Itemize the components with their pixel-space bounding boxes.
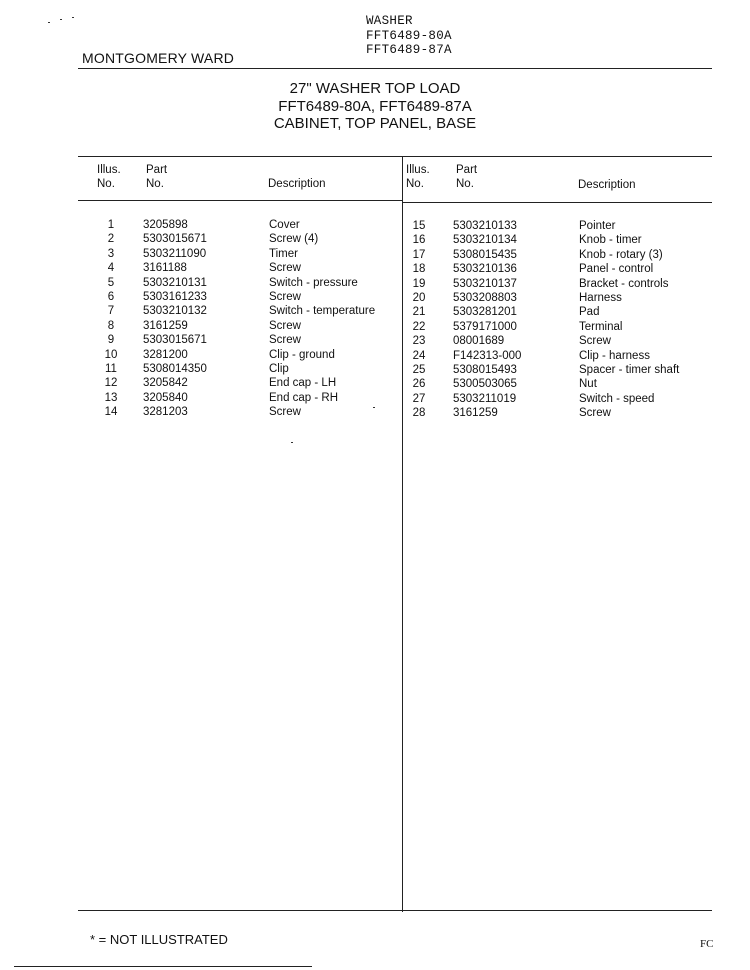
part-description: Pad: [579, 306, 600, 319]
model-line-2: FFT6489-87A: [366, 43, 452, 57]
part-description: Harness: [579, 292, 622, 304]
illus-number: 22: [412, 320, 426, 333]
part-number: 5303210131: [143, 276, 207, 289]
part-number: 3205840: [143, 391, 188, 404]
part-number: 5303210132: [143, 305, 207, 318]
bottom-edge-rule: [14, 966, 312, 967]
table-row: [403, 248, 733, 262]
part-number: 5303210134: [453, 234, 517, 247]
table-header-rule-left: [78, 200, 403, 201]
table-row: [403, 349, 733, 363]
table-row: [403, 377, 733, 391]
illus-number: 1: [107, 219, 115, 231]
part-description: End cap - LH: [269, 377, 337, 390]
scan-speck: [373, 407, 375, 408]
part-description: Screw: [269, 291, 301, 303]
part-number: 5303211090: [143, 247, 207, 260]
table-row: [0, 333, 402, 347]
part-description: Switch - speed: [579, 392, 655, 405]
model-line-1: FFT6489-80A: [366, 28, 452, 43]
illus-number: 7: [107, 305, 115, 318]
table-header-rule-right: [403, 202, 712, 203]
table-row: [0, 348, 402, 362]
part-number: 5303015671: [143, 334, 207, 347]
illus-number: 8: [107, 319, 115, 332]
part-description: Cover: [269, 219, 300, 231]
table-row: [0, 290, 402, 304]
illus-number: 20: [412, 292, 426, 304]
part-number: 5303161233: [143, 291, 207, 303]
model-header: [366, 14, 452, 58]
part-description: Screw: [269, 334, 301, 347]
table-row: [403, 277, 733, 291]
illus-number: 2: [107, 233, 115, 246]
header-illus-left: Illus. No.: [97, 164, 121, 190]
part-description: Knob - rotary (3): [579, 248, 663, 261]
part-description: Screw: [269, 319, 301, 332]
part-description: Nut: [579, 378, 597, 391]
parts-list-right: [403, 219, 733, 439]
part-description: Terminal: [579, 320, 623, 333]
part-description: Screw: [269, 262, 301, 275]
header-part-right: Part No.: [456, 164, 478, 190]
illus-number: 11: [105, 363, 117, 375]
not-illustrated-note: * = NOT ILLUSTRATED: [90, 932, 228, 947]
illus-number: 13: [104, 391, 118, 404]
table-row: [0, 232, 402, 246]
part-description: Knob - timer: [579, 234, 642, 247]
table-top-rule: [78, 156, 712, 157]
corner-mark: FC: [700, 938, 714, 950]
part-description: Switch - pressure: [269, 276, 358, 289]
part-description: Timer: [269, 247, 298, 260]
table-row: [0, 405, 402, 419]
title-line-2: FFT6489-80A, FFT6489-87A: [278, 97, 472, 115]
part-description: Screw: [579, 335, 611, 348]
part-description: Clip - ground: [269, 348, 335, 361]
part-number: 5308015435: [453, 248, 517, 261]
scan-speck: [291, 442, 293, 443]
table-row: [0, 218, 402, 232]
table-row: [403, 291, 733, 305]
table-row: [0, 261, 402, 275]
part-description: Pointer: [579, 220, 616, 232]
part-number: 5379171000: [453, 320, 517, 333]
illus-number: 4: [107, 262, 115, 275]
table-row: [0, 362, 402, 376]
part-number: F142313-000: [453, 349, 522, 362]
part-description: Switch - temperature: [269, 305, 376, 318]
header-description-left: Description: [268, 178, 326, 190]
part-number: 5303210137: [453, 277, 517, 290]
illus-number: 23: [412, 335, 426, 348]
illus-number: 10: [104, 348, 118, 361]
part-description: Clip: [269, 363, 289, 375]
table-row: [403, 406, 733, 420]
part-number: 5303210133: [453, 220, 517, 232]
table-row: [403, 363, 733, 377]
part-number: 3161188: [143, 262, 187, 275]
illus-number: 21: [412, 306, 426, 319]
part-number: 3161259: [143, 319, 188, 332]
part-number: 5303281201: [453, 306, 517, 319]
illus-number: 14: [104, 406, 118, 419]
illus-number: 26: [412, 378, 426, 391]
page-title: [0, 80, 750, 133]
part-description: Bracket - controls: [579, 277, 669, 290]
scan-speck: [60, 19, 62, 20]
parts-list-left: [0, 218, 402, 438]
part-number: 3281203: [143, 406, 188, 419]
table-row: [0, 276, 402, 290]
illus-number: 17: [412, 248, 426, 261]
table-row: [403, 219, 733, 233]
illus-number: 28: [412, 407, 426, 420]
part-number: 5308014350: [143, 363, 207, 375]
scan-speck: [72, 17, 74, 18]
illus-number: 24: [412, 349, 426, 362]
header-rule: [78, 68, 712, 69]
scan-speck: [48, 22, 50, 23]
part-description: Clip - harness: [579, 349, 650, 362]
part-number: 3281200: [143, 348, 188, 361]
part-description: Screw (4): [269, 233, 319, 246]
table-row: [403, 334, 733, 348]
part-description: Screw: [269, 406, 301, 419]
table-row: [403, 233, 733, 247]
illus-number: 25: [412, 364, 426, 376]
part-number: 5303208803: [453, 292, 517, 304]
illus-number: 27: [412, 392, 426, 405]
table-row: [0, 391, 402, 405]
part-number: 3205842: [143, 377, 188, 390]
illus-number: 6: [107, 291, 115, 303]
table-row: [403, 262, 733, 276]
header-illus-right: Illus. No.: [406, 164, 430, 190]
part-number: 5308015493: [453, 364, 517, 376]
model-line-type: WASHER: [366, 14, 413, 28]
table-row: [0, 304, 402, 318]
header-description-right: Description: [578, 179, 636, 191]
illus-number: 15: [412, 220, 426, 232]
part-number: 5303210136: [453, 263, 517, 276]
part-number: 5300503065: [453, 378, 517, 391]
part-description: Spacer - timer shaft: [579, 364, 680, 376]
table-row: [403, 392, 733, 406]
table-row: [0, 247, 402, 261]
part-number: 3161259: [453, 407, 498, 420]
illus-number: 3: [107, 247, 115, 260]
illus-number: 18: [412, 263, 426, 276]
illus-number: 19: [412, 277, 426, 290]
illus-number: 12: [104, 377, 118, 390]
part-number: 08001689: [453, 335, 505, 348]
table-row: [403, 305, 733, 319]
header-part-left: Part No.: [146, 164, 168, 190]
part-description: Panel - control: [579, 263, 654, 276]
table-bottom-rule: [78, 910, 712, 911]
table-row: [0, 319, 402, 333]
part-number: 5303015671: [143, 233, 207, 246]
table-row: [403, 320, 733, 334]
table-row: [0, 376, 402, 390]
part-description: End cap - RH: [269, 391, 339, 404]
illus-number: 16: [412, 234, 426, 247]
title-line-1: 27" WASHER TOP LOAD: [289, 80, 461, 97]
part-number: 3205898: [143, 219, 188, 231]
part-description: Screw: [579, 407, 611, 420]
illus-number: 5: [107, 276, 115, 289]
part-number: 5303211019: [453, 392, 517, 405]
title-line-3: CABINET, TOP PANEL, BASE: [273, 115, 477, 132]
brand-name: MONTGOMERY WARD: [82, 50, 235, 66]
illus-number: 9: [107, 334, 115, 347]
